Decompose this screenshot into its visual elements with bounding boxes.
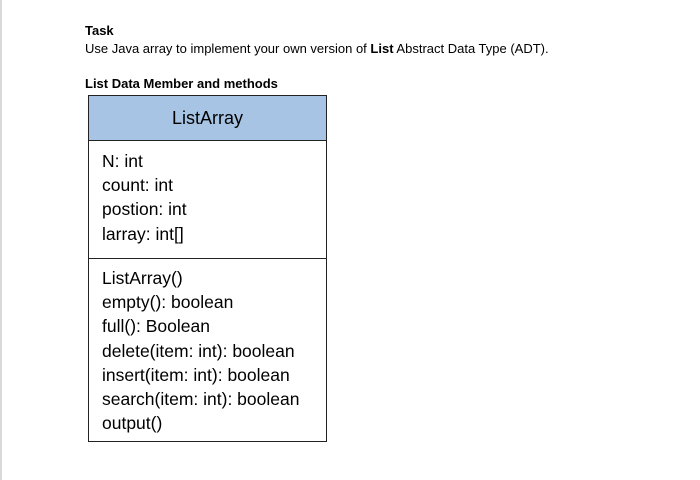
task-text-before: Use Java array to implement your own version of — [85, 41, 371, 56]
uml-method: delete(item: int): boolean — [102, 340, 295, 361]
uml-method: output() — [102, 413, 163, 434]
uml-attribute: larray: int[] — [102, 223, 184, 244]
task-text-after: Abstract Data Type (ADT). — [393, 41, 549, 56]
task-heading: Task — [85, 23, 114, 38]
uml-method: search(item: int): boolean — [102, 389, 300, 410]
task-description — [85, 41, 549, 57]
uml-attributes-section — [89, 141, 326, 259]
uml-class-diagram — [88, 95, 327, 442]
section-heading: List Data Member and methods — [85, 76, 278, 91]
uml-attribute: postion: int — [102, 199, 187, 220]
uml-method: full(): Boolean — [102, 316, 210, 337]
uml-class-name-header — [89, 96, 326, 141]
task-text-bold: List — [370, 41, 394, 56]
uml-method: ListArray() — [102, 268, 183, 288]
uml-attribute: count: int — [102, 175, 174, 196]
uml-method: empty(): boolean — [102, 292, 234, 313]
uml-attribute: N: int — [102, 151, 143, 171]
uml-class-name: ListArray — [171, 108, 243, 128]
uml-methods-section — [89, 259, 326, 441]
uml-method: insert(item: int): boolean — [102, 364, 290, 385]
page-edge — [0, 0, 2, 480]
